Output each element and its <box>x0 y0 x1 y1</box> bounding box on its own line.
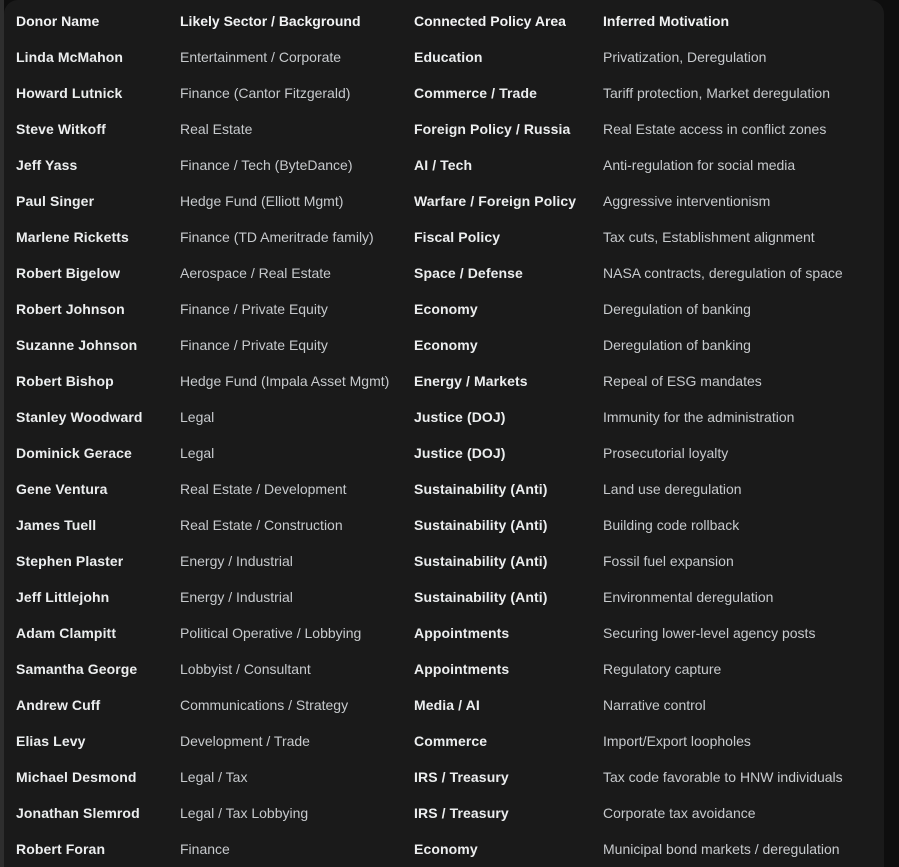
column-header-donor-name: Donor Name <box>16 13 100 29</box>
motivation-cell: Deregulation of banking <box>603 337 751 353</box>
policy-cell: Warfare / Foreign Policy <box>414 193 577 209</box>
table-row <box>16 75 884 111</box>
column-header-sector: Likely Sector / Background <box>180 13 361 29</box>
donor-name-cell: Marlene Ricketts <box>16 229 129 245</box>
donor-name-cell: Suzanne Johnson <box>16 337 138 353</box>
policy-cell: IRS / Treasury <box>414 769 509 785</box>
donor-name-cell: Michael Desmond <box>16 769 137 785</box>
policy-cell: IRS / Treasury <box>414 805 509 821</box>
table-body <box>16 39 884 867</box>
table-header-row <box>16 3 884 39</box>
motivation-cell: Aggressive interventionism <box>603 193 771 209</box>
donor-name-cell: Gene Ventura <box>16 481 108 497</box>
policy-cell: Economy <box>414 337 478 353</box>
table-row <box>16 471 884 507</box>
sector-cell: Finance / Private Equity <box>180 301 328 317</box>
motivation-cell: Corporate tax avoidance <box>603 805 756 821</box>
motivation-cell: Environmental deregulation <box>603 589 774 605</box>
policy-cell: Sustainability (Anti) <box>414 481 548 497</box>
policy-cell: Justice (DOJ) <box>414 445 506 461</box>
table-row <box>16 759 884 795</box>
policy-cell: Economy <box>414 841 478 857</box>
policy-cell: Education <box>414 49 483 65</box>
motivation-cell: Building code rollback <box>603 517 740 533</box>
sector-cell: Real Estate / Development <box>180 481 347 497</box>
table-row <box>16 399 884 435</box>
sector-cell: Entertainment / Corporate <box>180 49 342 65</box>
motivation-cell: Tariff protection, Market deregulation <box>603 85 830 101</box>
policy-cell: Media / AI <box>414 697 480 713</box>
policy-cell: Sustainability (Anti) <box>414 553 548 569</box>
sector-cell: Real Estate / Construction <box>180 517 343 533</box>
sector-cell: Legal / Tax Lobbying <box>180 805 309 821</box>
sector-cell: Finance / Private Equity <box>180 337 328 353</box>
motivation-cell: Regulatory capture <box>603 661 722 677</box>
motivation-cell: Prosecutorial loyalty <box>603 445 729 461</box>
sector-cell: Aerospace / Real Estate <box>180 265 331 281</box>
donor-name-cell: Paul Singer <box>16 193 95 209</box>
table-row <box>16 183 884 219</box>
donor-name-cell: Andrew Cuff <box>16 697 101 713</box>
donor-name-cell: Dominick Gerace <box>16 445 132 461</box>
column-header-motivation: Inferred Motivation <box>603 13 730 29</box>
sector-cell: Finance / Tech (ByteDance) <box>180 157 353 173</box>
donor-name-cell: Howard Lutnick <box>16 85 123 101</box>
policy-cell: Justice (DOJ) <box>414 409 506 425</box>
motivation-cell: Securing lower-level agency posts <box>603 625 816 641</box>
donor-name-cell: Stephen Plaster <box>16 553 124 569</box>
motivation-cell: Land use deregulation <box>603 481 742 497</box>
sector-cell: Legal <box>180 409 215 425</box>
table-row <box>16 507 884 543</box>
donor-name-cell: Jeff Littlejohn <box>16 589 110 605</box>
policy-cell: Fiscal Policy <box>414 229 501 245</box>
table-row <box>16 579 884 615</box>
table-row <box>16 327 884 363</box>
donor-name-cell: Samantha George <box>16 661 138 677</box>
table-row <box>16 147 884 183</box>
sector-cell: Political Operative / Lobbying <box>180 625 362 641</box>
donor-name-cell: Jonathan Slemrod <box>16 805 140 821</box>
motivation-cell: Repeal of ESG mandates <box>603 373 762 389</box>
table-row <box>16 795 884 831</box>
table-row <box>16 435 884 471</box>
table-row <box>16 723 884 759</box>
sector-cell: Real Estate <box>180 121 253 137</box>
donor-name-cell: Elias Levy <box>16 733 86 749</box>
policy-cell: AI / Tech <box>414 157 473 173</box>
motivation-cell: Privatization, Deregulation <box>603 49 767 65</box>
policy-cell: Sustainability (Anti) <box>414 517 548 533</box>
sector-cell: Energy / Industrial <box>180 553 293 569</box>
sector-cell: Finance (TD Ameritrade family) <box>180 229 374 245</box>
sector-cell: Energy / Industrial <box>180 589 293 605</box>
table-row <box>16 363 884 399</box>
table-row <box>16 651 884 687</box>
column-header-policy-area: Connected Policy Area <box>414 13 566 29</box>
motivation-cell: Fossil fuel expansion <box>603 553 734 569</box>
motivation-cell: Municipal bond markets / deregulation <box>603 841 840 857</box>
donor-name-cell: Robert Johnson <box>16 301 125 317</box>
policy-cell: Sustainability (Anti) <box>414 589 548 605</box>
motivation-cell: Tax cuts, Establishment alignment <box>603 229 815 245</box>
sector-cell: Finance (Cantor Fitzgerald) <box>180 85 351 101</box>
table-row <box>16 291 884 327</box>
motivation-cell: Import/Export loopholes <box>603 733 751 749</box>
donor-name-cell: Jeff Yass <box>16 157 78 173</box>
motivation-cell: Anti-regulation for social media <box>603 157 796 173</box>
donor-name-cell: Linda McMahon <box>16 49 124 65</box>
table-row <box>16 615 884 651</box>
sector-cell: Hedge Fund (Elliott Mgmt) <box>180 193 344 209</box>
sector-cell: Development / Trade <box>180 733 310 749</box>
donor-name-cell: James Tuell <box>16 517 97 533</box>
sector-cell: Legal / Tax <box>180 769 248 785</box>
donor-table-card <box>4 0 884 867</box>
sector-cell: Communications / Strategy <box>180 697 349 713</box>
donor-name-cell: Adam Clampitt <box>16 625 117 641</box>
donor-name-cell: Stanley Woodward <box>16 409 143 425</box>
policy-cell: Commerce / Trade <box>414 85 537 101</box>
policy-cell: Foreign Policy / Russia <box>414 121 571 137</box>
donor-name-cell: Robert Foran <box>16 841 106 857</box>
table-row <box>16 219 884 255</box>
policy-cell: Space / Defense <box>414 265 523 281</box>
motivation-cell: Tax code favorable to HNW individuals <box>603 769 843 785</box>
policy-cell: Appointments <box>414 625 510 641</box>
donor-name-cell: Robert Bigelow <box>16 265 121 281</box>
table-row <box>16 39 884 75</box>
policy-cell: Appointments <box>414 661 510 677</box>
donor-name-cell: Steve Witkoff <box>16 121 106 137</box>
motivation-cell: Immunity for the administration <box>603 409 795 425</box>
table-row <box>16 687 884 723</box>
table-row <box>16 543 884 579</box>
policy-cell: Energy / Markets <box>414 373 528 389</box>
motivation-cell: NASA contracts, deregulation of space <box>603 265 843 281</box>
donor-name-cell: Robert Bishop <box>16 373 114 389</box>
sector-cell: Legal <box>180 445 215 461</box>
motivation-cell: Real Estate access in conflict zones <box>603 121 827 137</box>
motivation-cell: Narrative control <box>603 697 706 713</box>
policy-cell: Commerce <box>414 733 488 749</box>
table-row <box>16 255 884 291</box>
table-row <box>16 831 884 867</box>
sector-cell: Lobbyist / Consultant <box>180 661 311 677</box>
table-row <box>16 111 884 147</box>
sector-cell: Hedge Fund (Impala Asset Mgmt) <box>180 373 390 389</box>
policy-cell: Economy <box>414 301 478 317</box>
motivation-cell: Deregulation of banking <box>603 301 751 317</box>
sector-cell: Finance <box>180 841 230 857</box>
